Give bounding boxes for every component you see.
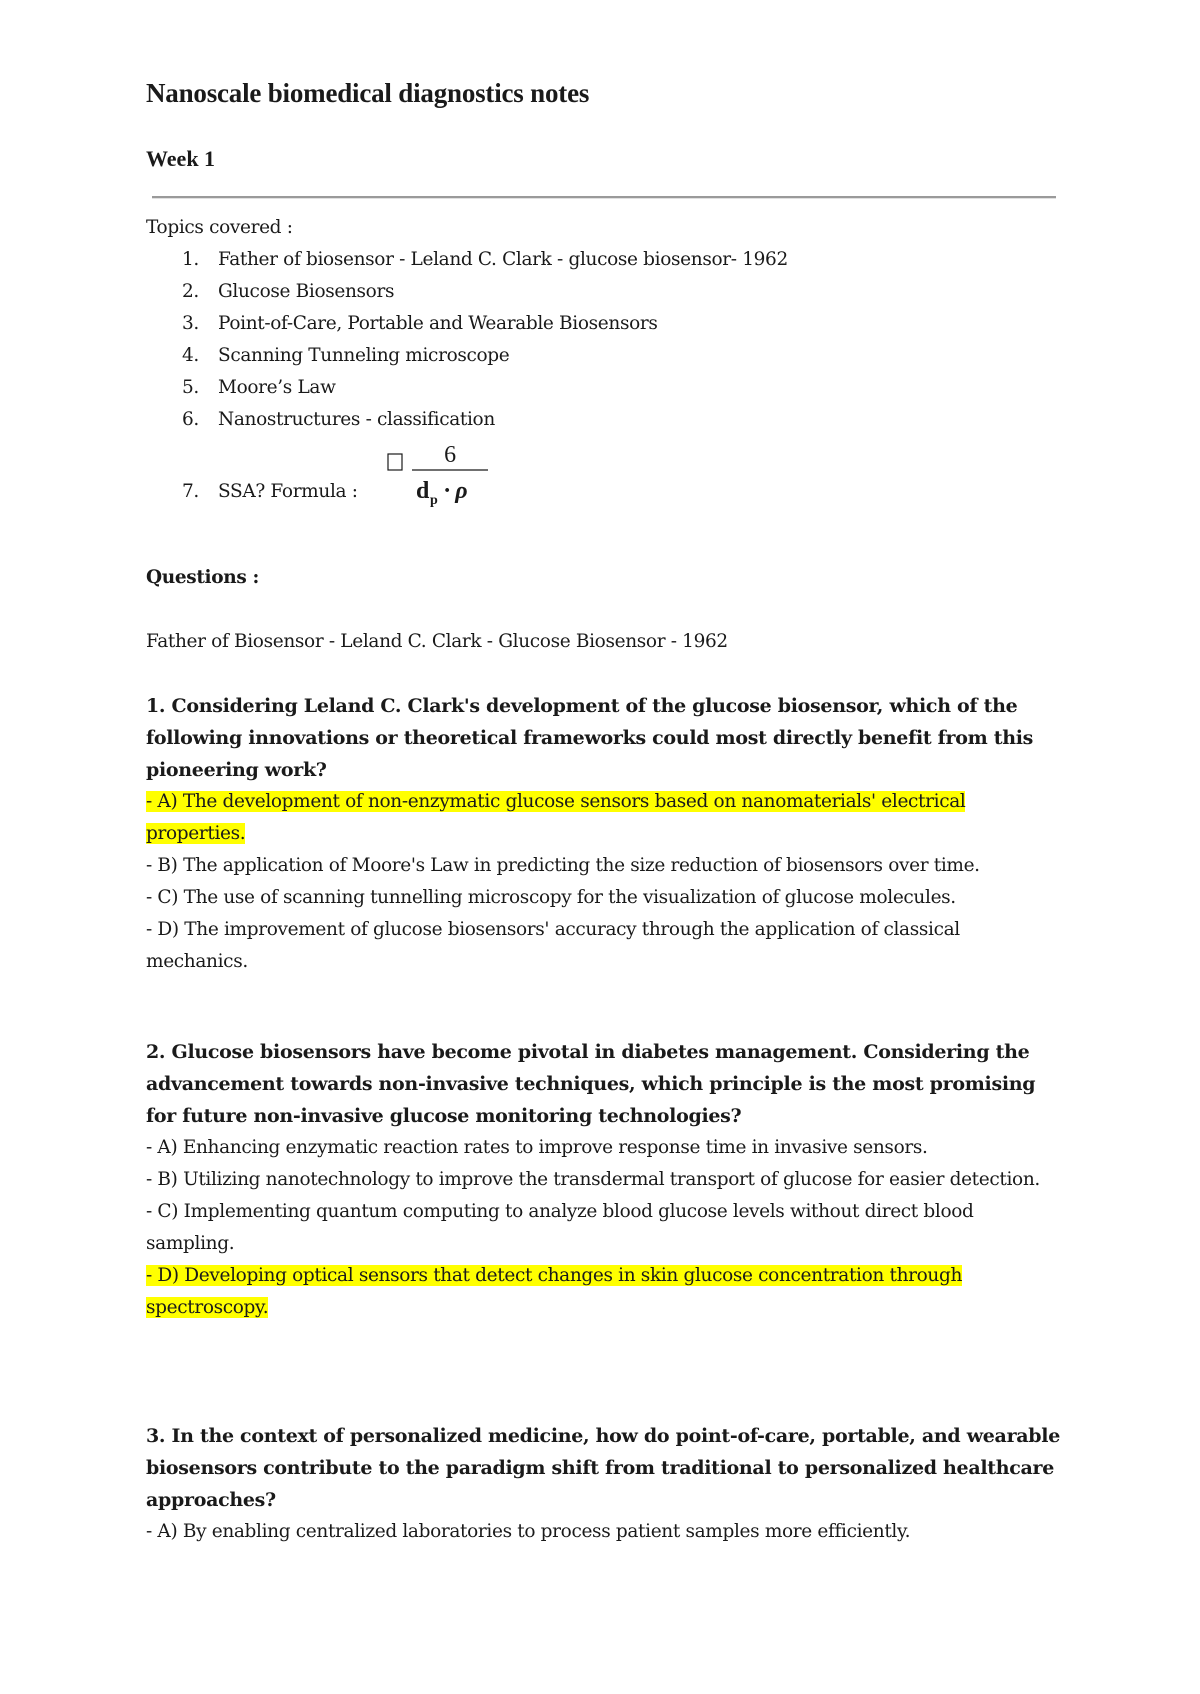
question-text: 2. Glucose biosensors have become pivotal in diabetes management. Considering the advancement towards non-invasive techniques, which principle is the most promising for future non-invasive glucose monitoring technologies?: [146, 1041, 1036, 1127]
list-item: [146, 276, 1006, 308]
topic-text: Father of biosensor - Leland C. Clark - glucose biosensor- 1962: [218, 249, 788, 270]
questions-intro: Father of Biosensor - Leland C. Clark - Glucose Biosensor - 1962: [146, 631, 728, 652]
answer-option-a: - A) Enhancing enzymatic reaction rates to improve response time in invasive sensors.: [146, 1137, 928, 1158]
answer-option-b: - B) Utilizing nanotechnology to improve the transdermal transport of glucose for easier detection.: [146, 1169, 1040, 1190]
list-item: [146, 372, 1006, 404]
list-number: 5.: [182, 377, 199, 398]
answer-option-b: - B) The application of Moore's Law in predicting the size reduction of biosensors over time.: [146, 855, 980, 876]
answer-option-c: - C) The use of scanning tunnelling microscopy for the visualization of glucose molecules.: [146, 887, 956, 908]
list-number: 7.: [182, 481, 199, 502]
placeholder-box-icon: [388, 454, 402, 470]
list-number: 2.: [182, 281, 199, 302]
highlighted-answer: - D) Developing optical sensors that detect changes in skin glucose concentration through spectroscopy.: [146, 1265, 963, 1318]
highlighted-answer: - A) The development of non-enzymatic glucose sensors based on nanomaterials' electrical properties.: [146, 791, 966, 844]
list-item: [146, 340, 1006, 372]
topic-text: Nanostructures - classification: [218, 409, 495, 430]
answer-option-d: - D) The improvement of glucose biosensors' accuracy through the application of classical mechanics.: [146, 919, 960, 972]
topic-text: SSA? Formula :: [218, 481, 358, 502]
answer-option-d: [146, 1260, 1066, 1324]
topic-text: Moore’s Law: [218, 377, 336, 398]
list-number: 6.: [182, 409, 199, 430]
list-number: 3.: [182, 313, 199, 334]
answer-option-a: [146, 786, 1066, 850]
document-page: [146, 70, 1066, 1542]
topic-text: Glucose Biosensors: [218, 281, 395, 302]
topics-label: Topics covered :: [146, 217, 293, 238]
question-block-3: [146, 1420, 1066, 1548]
answer-option-a: - A) By enabling centralized laboratories to process patient samples more efficiently.: [146, 1521, 911, 1542]
list-number: 1.: [182, 249, 199, 270]
formula-numerator: 6: [444, 442, 456, 468]
question-text: 3. In the context of personalized medicine, how do point-of-care, portable, and wearable biosensors contribute to the paradigm shift from traditional to personalized healthcare approaches?: [146, 1425, 1060, 1511]
formula-denominator-rest: · ρ: [444, 478, 468, 504]
topics-list: [146, 244, 1006, 516]
answer-option-c: - C) Implementing quantum computing to analyze blood glucose levels without direct blood sampling.: [146, 1201, 974, 1254]
list-item: [146, 308, 1006, 340]
list-number: 4.: [182, 345, 199, 366]
document-title: Nanoscale biomedical diagnostics notes: [146, 78, 590, 108]
topic-text: Point-of-Care, Portable and Wearable Biosensors: [218, 313, 658, 334]
ssa-formula-image: [386, 436, 506, 516]
list-item: [146, 244, 1006, 276]
topic-text: Scanning Tunneling microscope: [218, 345, 510, 366]
formula-denominator-d: d: [416, 478, 429, 504]
list-item: [146, 404, 1006, 436]
formula-denominator-subscript: p: [430, 493, 438, 508]
horizontal-rule: [152, 196, 1056, 199]
list-item: [146, 436, 1006, 516]
questions-label: Questions :: [146, 567, 259, 588]
question-text: 1. Considering Leland C. Clark's development of the glucose biosensor, which of the following innovations or theoretical frameworks could most directly benefit from this pioneering work?: [146, 695, 1034, 781]
question-block-2: [146, 1036, 1066, 1324]
week-heading: Week 1: [146, 146, 216, 171]
question-block-1: [146, 690, 1066, 978]
